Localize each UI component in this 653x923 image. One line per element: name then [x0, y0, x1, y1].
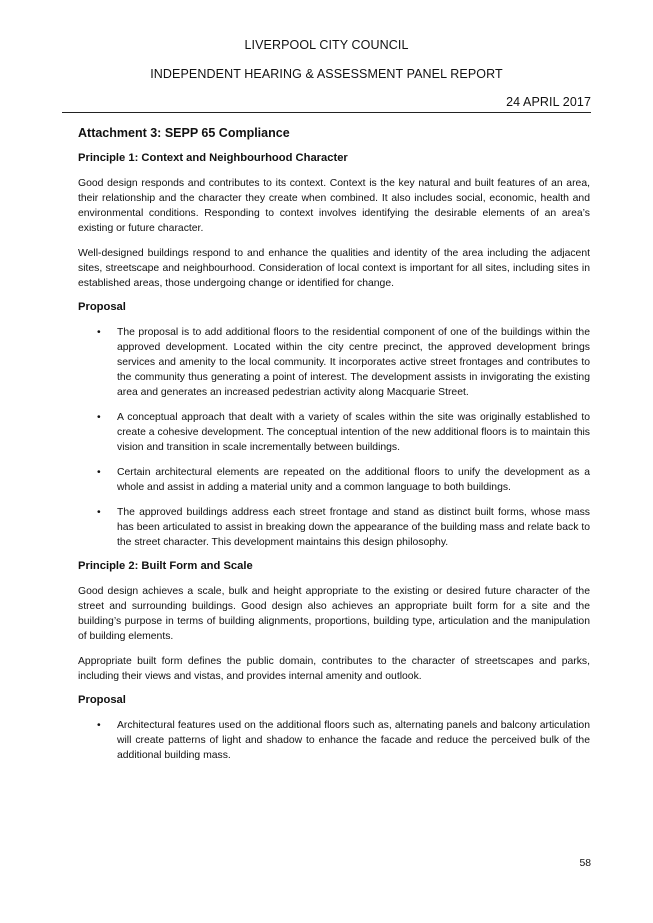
list-item-text: The proposal is to add additional floors to the residential component of one of the buildings within the approved development. Located within the city centre precinct, the approved development brings services and amenity to the local community. It incorporates active street frontages and contributes to the community thus generating a point of interest. The development assists in invigorating the existing area and generates an increased pedestrian activity along Macquarie Street.: [117, 327, 590, 398]
principle-2-proposal-list: [78, 718, 590, 763]
principle-1-paragraph: Well-designed buildings respond to and enhance the qualities and identity of the area including the adjacent sites, streetscape and neighbourhood. Consideration of local context is important for all sites, including sites in established areas, those undergoing change or identified for change.: [78, 248, 590, 289]
bullet-icon: •: [97, 507, 101, 518]
bullet-icon: •: [97, 327, 101, 338]
attachment-title: Attachment 3: SEPP 65 Compliance: [78, 126, 290, 140]
principle-2-heading: Principle 2: Built Form and Scale: [78, 560, 253, 572]
principle-2-paragraph: Good design achieves a scale, bulk and height appropriate to the existing or desired future character of the street and surrounding buildings. Good design also achieves an appropriate built form for a site and the building’s purpose in terms of building alignments, proportions, building type, articulation and the manipulation of building elements.: [78, 586, 590, 642]
bullet-icon: •: [97, 720, 101, 731]
header-divider: [62, 112, 591, 113]
list-item: [78, 325, 590, 400]
list-item: [78, 505, 590, 550]
list-item-text: Architectural features used on the additional floors such as, alternating panels and balcony articulation will create patterns of light and shadow to enhance the facade and reduce the perceived bulk of the additional building mass.: [117, 720, 590, 761]
list-item: [78, 410, 590, 455]
principle-1-proposal-list: [78, 325, 590, 550]
principle-2-paragraph: Appropriate built form defines the public domain, contributes to the character of streetscapes and parks, including their views and vistas, and provides internal amenity and outlook.: [78, 656, 590, 682]
bullet-icon: •: [97, 467, 101, 478]
principle-2-proposal-heading: Proposal: [78, 694, 126, 706]
page-number: 58: [579, 858, 591, 869]
principle-2-section: [78, 560, 590, 763]
bullet-icon: •: [97, 412, 101, 423]
principle-1-paragraph: Good design responds and contributes to its context. Context is the key natural and built features of an area, their relationship and the character they create when combined. It also includes social, economic, health and environmental conditions. Responding to context involves identifying the desirable elements of an area’s existing or future character.: [78, 178, 590, 234]
list-item-text: A conceptual approach that dealt with a variety of scales within the site was originally established to create a cohesive development. The conceptual intention of the new additional floors is to maintain this vision and transition in scale incrementally between buildings.: [117, 412, 590, 453]
report-body: [78, 126, 590, 773]
council-name: LIVERPOOL CITY COUNCIL: [244, 38, 409, 52]
list-item: [78, 718, 590, 763]
principle-1-heading: Principle 1: Context and Neighbourhood Character: [78, 152, 348, 164]
list-item-text: The approved buildings address each street frontage and stand as distinct built forms, whose mass has been articulated to assist in breaking down the appearance of the building mass and relate back to the street character. This development maintains this design philosophy.: [117, 507, 590, 548]
principle-1-proposal-heading: Proposal: [78, 301, 126, 313]
report-date: 24 APRIL 2017: [506, 95, 591, 109]
report-title: INDEPENDENT HEARING & ASSESSMENT PANEL REPORT: [150, 67, 503, 81]
principle-1-section: [78, 152, 590, 550]
list-item-text: Certain architectural elements are repeated on the additional floors to unify the development as a whole and assist in adding a material unity and a common language to both buildings.: [117, 467, 590, 493]
list-item: [78, 465, 590, 495]
